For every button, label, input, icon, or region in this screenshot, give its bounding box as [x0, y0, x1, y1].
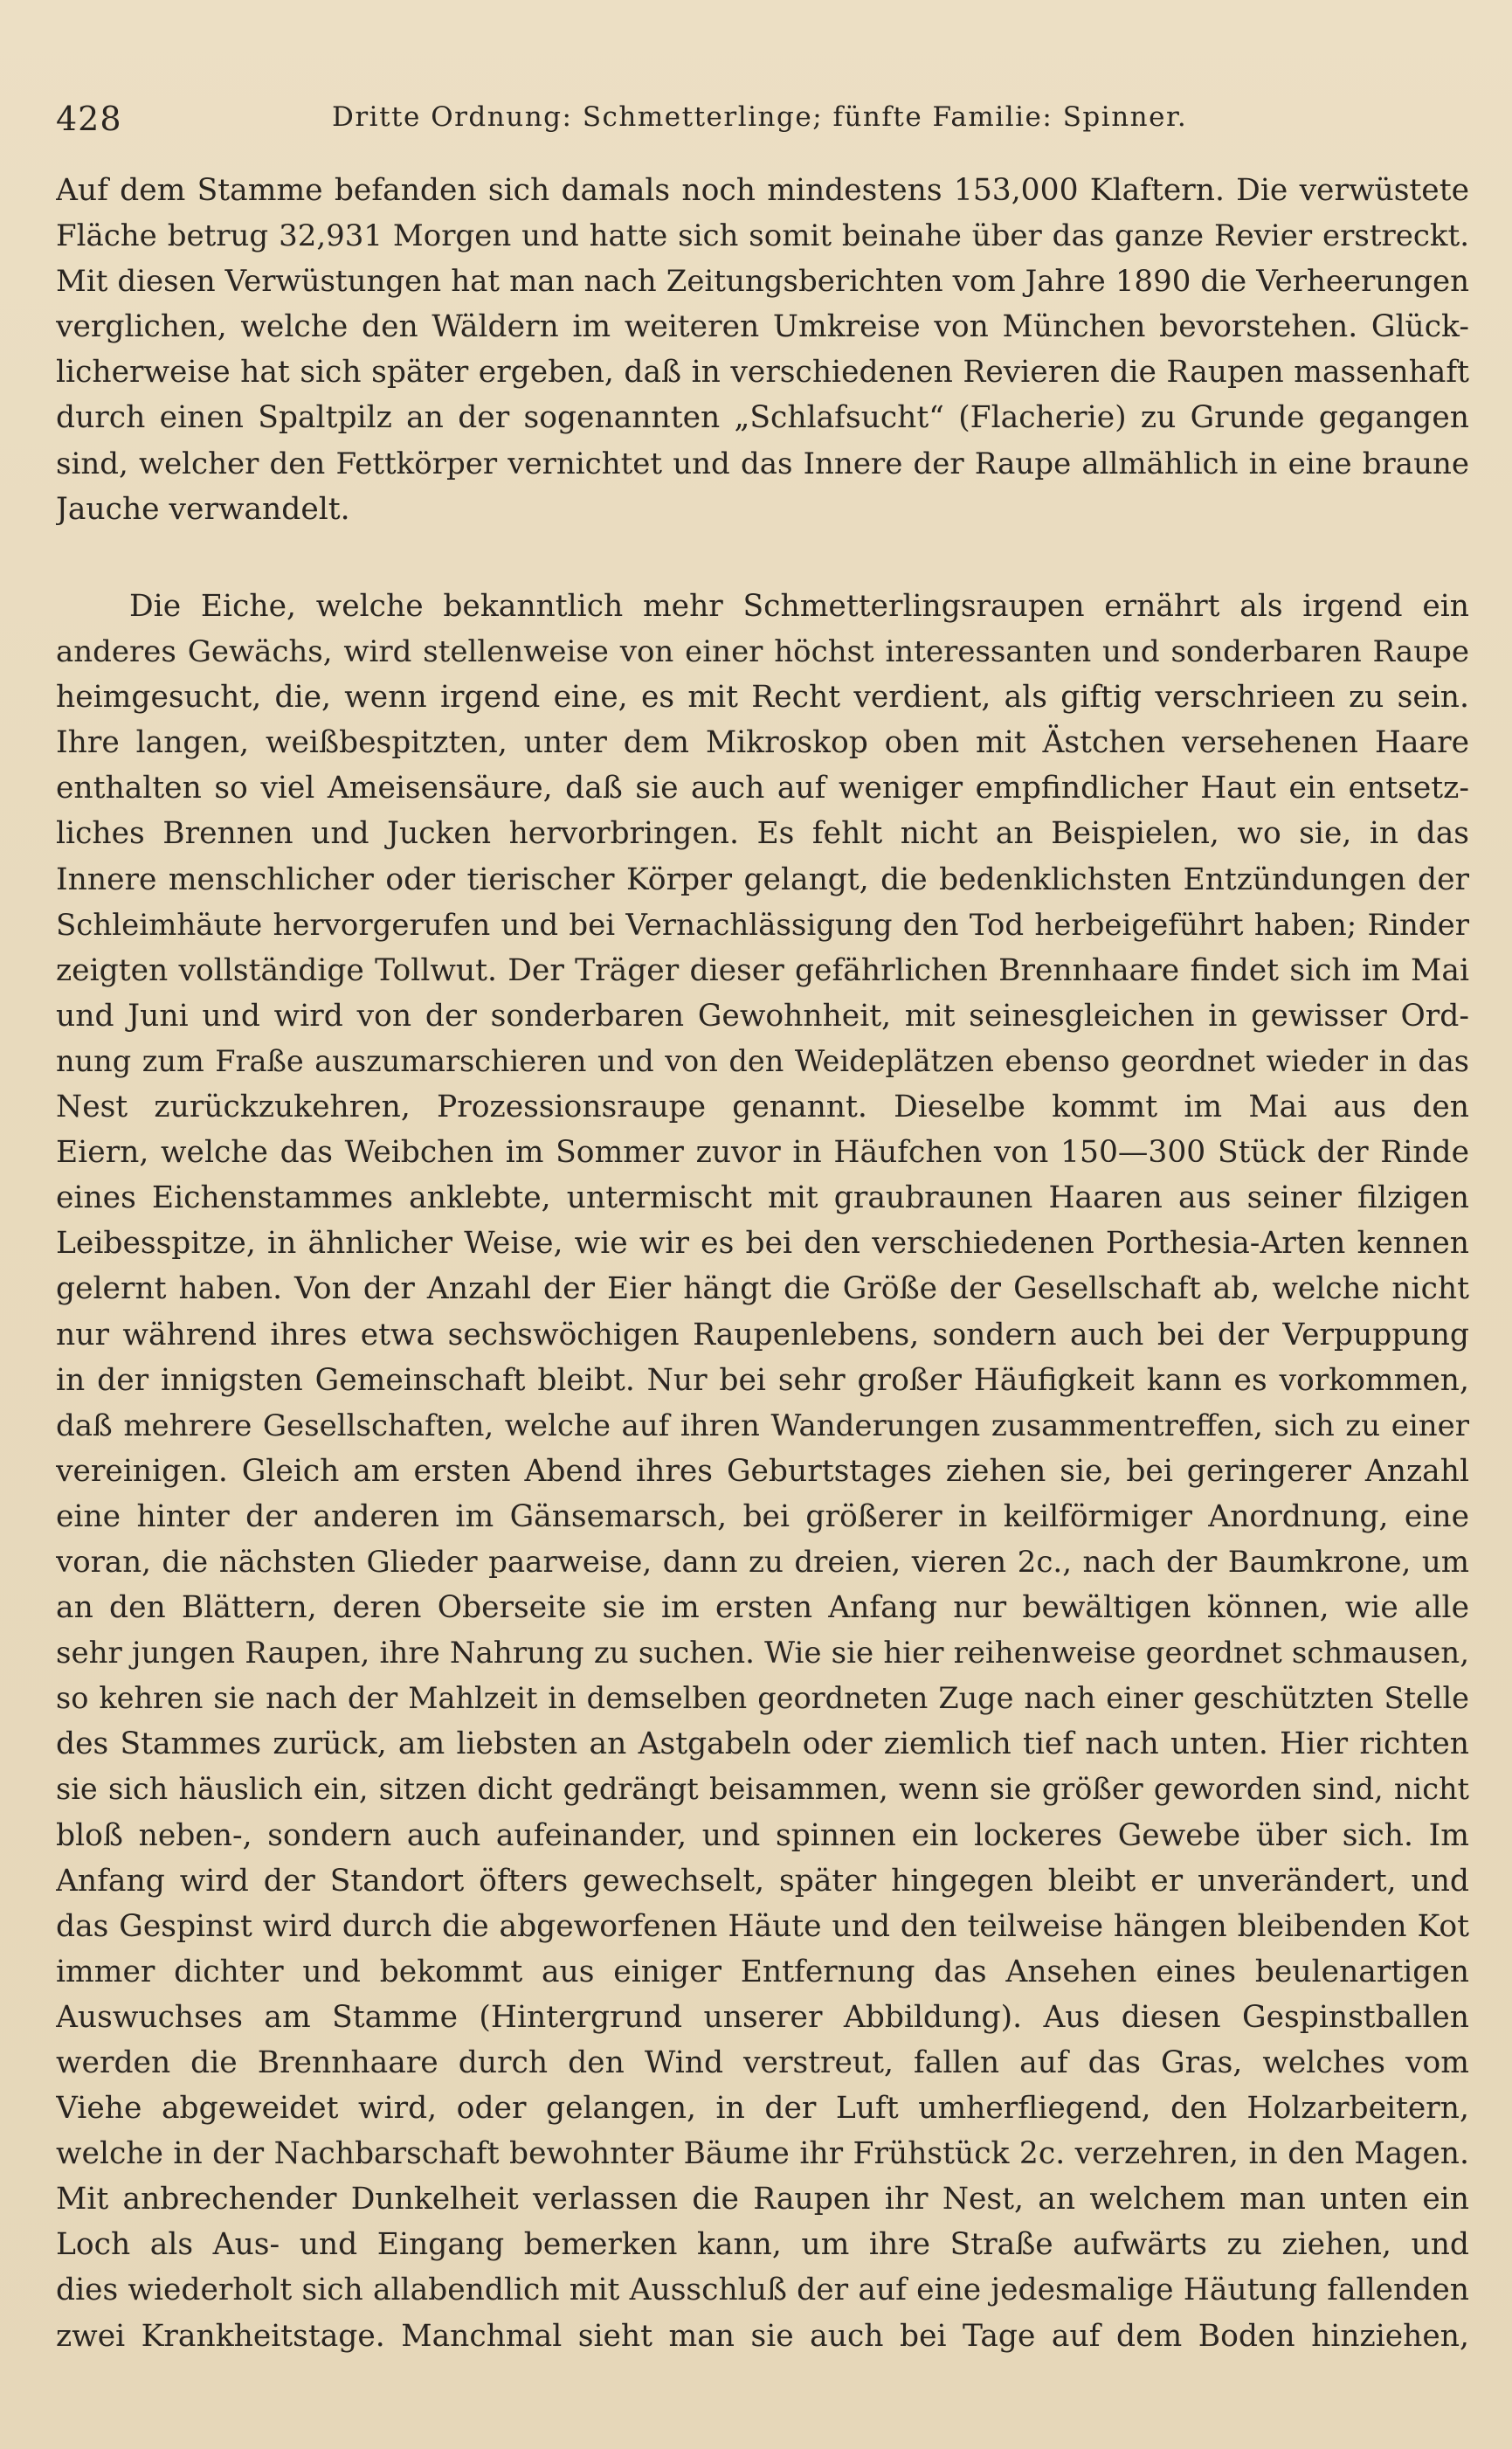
text-line: Auswuchses am Stamme (Hintergrund unserer Abbildung). Aus diesen Gespinstballen: [56, 1999, 1469, 2035]
text-line: Nest zurückzukehren, Prozessionsraupe genannt. Dieselbe kommt im Mai aus den: [56, 1090, 1469, 1125]
text-line: zeigten vollständige Tollwut. Der Träger dieser gefährlichen Brennhaare findet sich im Mai: [56, 952, 1469, 988]
text-line: Anfang wird der Standort öfters gewechselt, später hingegen bleibt er unverändert, und: [56, 1863, 1469, 1899]
text-line: vereinigen. Gleich am ersten Abend ihres Geburtstages ziehen sie, bei geringerer Anzahl: [56, 1453, 1469, 1489]
text-line: so kehren sie nach der Mahlzeit in demselben geordneten Zuge nach einer geschützten Stelle: [56, 1681, 1469, 1716]
text-line: Mit anbrechender Dunkelheit verlassen die Raupen ihr Nest, an welchem man unten ein: [56, 2182, 1469, 2217]
text-line: Ihre langen, weißbespitzten, unter dem Mikroskop oben mit Ästchen versehenen Haare: [56, 725, 1469, 761]
text-line: werden die Brennhaare durch den Wind verstreut, fallen auf das Gras, welches vom: [56, 2045, 1469, 2080]
paragraph-1: [56, 168, 1469, 532]
text-line: durch einen Spaltpilz an der sogenannten „Schlafsucht“ (Flacherie) zu Grunde gegangen: [56, 400, 1469, 436]
text-line: licherweise hat sich später ergeben, daß in verschiedenen Revieren die Raupen massenhaft: [56, 355, 1469, 391]
text-line: Auf dem Stamme befanden sich damals noch mindestens 153,000 Klaftern. Die verwüstete: [56, 173, 1469, 208]
text-line: anderes Gewächs, wird stellenweise von einer höchst interessanten und sonderbaren Raupe: [56, 634, 1469, 670]
text-line: Mit diesen Verwüstungen hat man nach Zeitungsberichten vom Jahre 1890 die Verheerungen: [56, 264, 1469, 300]
text-line: sie sich häuslich ein, sitzen dicht gedrängt beisammen, wenn sie größer geworden sind, nicht: [56, 1772, 1469, 1807]
text-line: Fläche betrug 32,931 Morgen und hatte sich somit beinahe über das ganze Revier erstreckt.: [56, 218, 1469, 254]
text-line: Viehe abgeweidet wird, oder gelangen, in der Luft umherfliegend, den Holzarbeitern,: [56, 2091, 1469, 2127]
text-line: Schleimhäute hervorgerufen und bei Vernachlässigung den Tod herbeigeführt haben; Rinder: [56, 907, 1469, 943]
text-line: liches Brennen und Jucken hervorbringen. Es fehlt nicht an Beispielen, wo sie, in das: [56, 816, 1469, 852]
text-line: daß mehrere Gesellschaften, welche auf ihren Wanderungen zusammentreffen, sich zu einer: [56, 1408, 1469, 1443]
text-line: nur während ihres etwa sechswöchigen Raupenlebens, sondern auch bei der Verpuppung: [56, 1317, 1469, 1352]
paragraph-2: [56, 584, 1469, 2359]
text-line: eine hinter der anderen im Gänsemarsch, bei größerer in keilförmiger Anordnung, eine: [56, 1498, 1469, 1534]
text-line: voran, die nächsten Glieder paarweise, dann zu dreien, vieren 2c., nach der Baumkrone, um: [56, 1544, 1469, 1580]
page: [56, 87, 1469, 2354]
text-line: enthalten so viel Ameisensäure, daß sie auch auf weniger empfindlicher Haut ein entsetz-: [56, 771, 1469, 806]
text-line: und Juni und wird von der sonderbaren Gewohnheit, mit seinesgleichen in gewisser Ord-: [56, 998, 1469, 1034]
text-line: nung zum Fraße auszumarschieren und von den Weideplätzen ebenso geordnet wieder in das: [56, 1043, 1469, 1078]
text-line: gelernt haben. Von der Anzahl der Eier hängt die Größe der Gesellschaft ab, welche nicht: [56, 1271, 1469, 1307]
text-line: Leibesspitze, in ähnlicher Weise, wie wir es bei den verschiedenen Porthesia-Arten kennen: [56, 1226, 1469, 1262]
text-line: dies wiederholt sich allabendlich mit Ausschluß der auf eine jedesmalige Häutung fallenden: [56, 2273, 1469, 2308]
text-line: sehr jungen Raupen, ihre Nahrung zu suchen. Wie sie hier reihenweise geordnet schmausen,: [56, 1636, 1469, 1671]
running-title: Dritte Ordnung: Schmetterlinge; fünfte Familie: Spinner.: [332, 101, 1188, 133]
text-line: Eiern, welche das Weibchen im Sommer zuvor in Häufchen von 150—300 Stück der Rinde: [56, 1135, 1469, 1171]
running-head: [56, 87, 1469, 140]
text-line: welche in der Nachbarschaft bewohnter Bäume ihr Frühstück 2c. verzehren, in den Magen.: [56, 2136, 1469, 2172]
text-line: eines Eichenstammes anklebte, untermischt mit graubraunen Haaren aus seiner filzigen: [56, 1180, 1469, 1216]
text-line: das Gespinst wird durch die abgeworfenen Häute und den teilweise hängen bleibenden Kot: [56, 1908, 1469, 1944]
text-line: Loch als Aus- und Eingang bemerken kann, um ihre Straße aufwärts zu ziehen, und: [56, 2227, 1469, 2263]
text-line: Innere menschlicher oder tierischer Körper gelangt, die bedenklichsten Entzündungen der: [56, 861, 1469, 897]
text-line: an den Blättern, deren Oberseite sie im ersten Anfang nur bewältigen können, wie alle: [56, 1590, 1469, 1626]
page-number: 428: [56, 100, 122, 138]
text-line: Jauche verwandelt.: [56, 491, 350, 527]
text-line: heimgesucht, die, wenn irgend eine, es mit Recht verdient, als giftig verschrieen zu sein.: [56, 680, 1469, 716]
text-line: in der innigsten Gemeinschaft bleibt. Nur bei sehr großer Häufigkeit kann es vorkommen,: [56, 1362, 1469, 1398]
text-line: Die Eiche, welche bekanntlich mehr Schmetterlingsraupen ernährt als irgend ein: [129, 589, 1469, 624]
text-line: verglichen, welche den Wäldern im weiteren Umkreise von München bevorstehen. Glück-: [56, 309, 1469, 345]
text-line: des Stammes zurück, am liebsten an Astgabeln oder ziemlich tief nach unten. Hier richten: [56, 1726, 1469, 1762]
text-line: sind, welcher den Fettkörper vernichtet und das Innere der Raupe allmählich in eine braune: [56, 446, 1469, 481]
text-line: immer dichter und bekommt aus einiger Entfernung das Ansehen eines beulenartigen: [56, 1954, 1469, 1989]
text-line: bloß neben-, sondern auch aufeinander, und spinnen ein lockeres Gewebe über sich. Im: [56, 1817, 1469, 1853]
text-line: zwei Krankheitstage. Manchmal sieht man sie auch bei Tage auf dem Boden hinziehen,: [56, 2318, 1469, 2354]
